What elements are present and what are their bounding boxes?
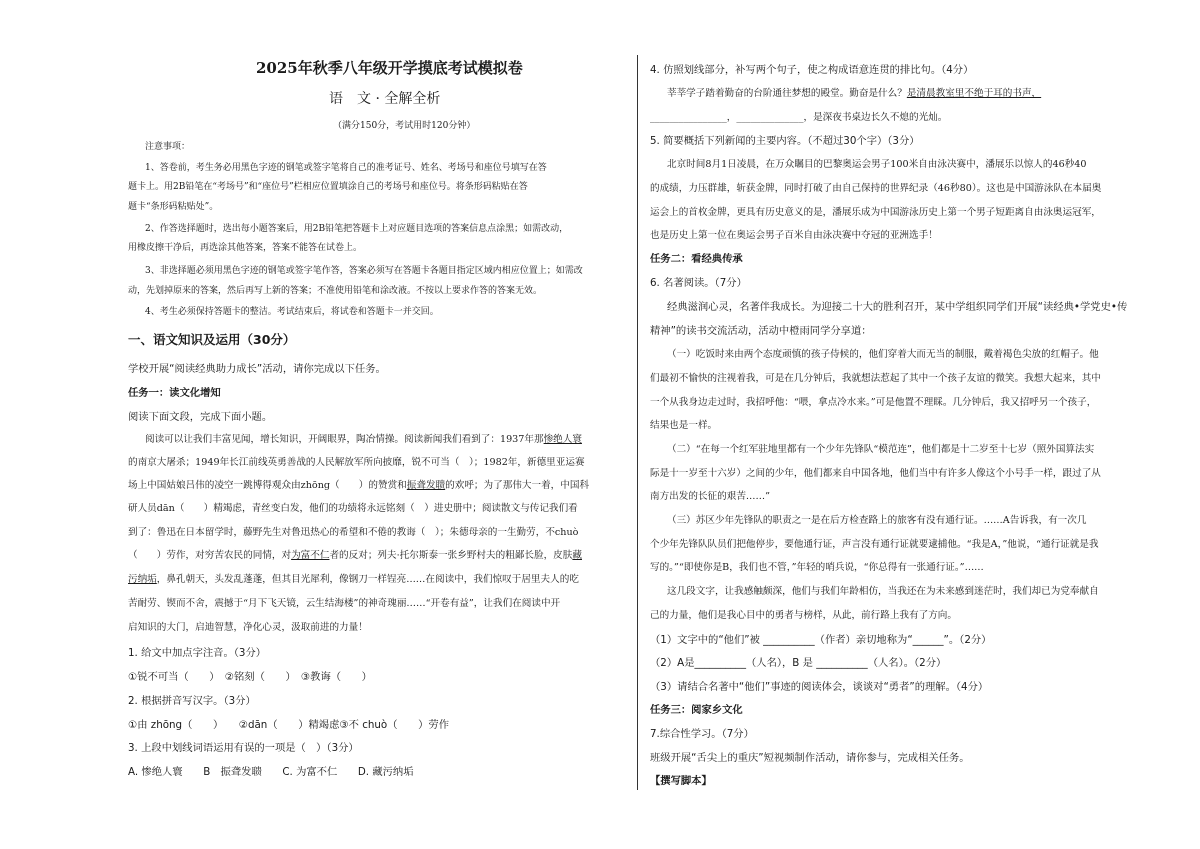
note-line: 3、非选择题必须用黑色字迹的钢笔或签字笔作答，答案必须写在答题卡各题目指定区域内相应位置上；如需改 [145,266,583,276]
excerpt-line: 个少年先锋队队员们把他停步，要他通行证，声言没有通行证就要逮捕他。“我是A，”他说，“通行证就是我 [650,539,1099,550]
question-4-line: ________________，______________，是深夜书桌边长久不熄的光灿。 [650,112,948,123]
question-4-line: 莘莘学子踏着勤奋的台阶通往梦想的殿堂。勤奋是什么？是清晨教室里不绝于耳的书声， [667,88,1042,99]
question-6-part-1: （1）文字中的“他们”被 __________（作者）亲切地称为“______”。（2分） [650,634,992,646]
excerpt-line: （二）“在每一个红军驻地里都有一个少年先锋队“模范连”，他们都是十二岁至十七岁（照外国算法实 [667,444,1095,455]
excerpt-line: 一个从我身边走过时，我招呼他：“喂，拿点冷水来。”可是他置不理睬。几分钟后，我又招呼另一个孩子， [650,397,1097,408]
excerpt-line: 南方出发的长征的艰苦……” [650,491,771,502]
note-line: 用橡皮擦干净后，再选涂其他答案，答案不能答在试卷上。 [128,243,363,253]
note-line: 2、作答选择题时，选出每小题答案后，用2B铅笔把答题卡上对应题目选项的答案信息点涂黑；如需改动， [145,224,569,234]
question-3-options: A. 惨绝人寰 B 振聋发聩 C. 为富不仁 D. 藏污纳垢 [128,766,414,778]
passage-line: （ ）劳作，对穷苦农民的同情，对为富不仁者的反对；列夫·托尔斯泰一张乡野村夫的粗鄙长脸，皮肤藏 [128,550,582,561]
column-divider [637,55,638,790]
news-line: 运会上的首枚金牌，更具有历史意义的是，潘展乐成为中国游泳历史上第一个男子短距离自由泳奥运冠军， [650,207,1101,218]
question-6-intro: 经典滋润心灵，名著伴我成长。为迎接二十大的胜利召开，某中学组织同学们开展“读经典•学党史•传 [667,301,1128,313]
question-1-options: ①锐不可当（ ） ②铭刻（ ） ③教诲（ ） [128,671,372,683]
passage-line: 到了：鲁迅在日本留学时，藤野先生对鲁迅热心的希望和不倦的教诲（ ）；朱德母亲的一生勤劳，不chuò [128,527,579,538]
question-3: 3. 上段中划线词语运用有误的一项是（ ）（3分） [128,742,359,754]
excerpt-line: 这几段文字，让我感触颇深，他们与我们年龄相仿，当我还在为未来感到迷茫时，我们却已为党奉献自 [667,586,1099,597]
note-line: 动，先划掉原来的答案，然后再写上新的答案；不准使用铅笔和涂改液。不按以上要求作答的答案无效。 [128,286,543,296]
question-7: 7.综合性学习。（7分） [650,728,754,740]
passage-line: 污纳垢，鼻孔朝天，头发乱蓬蓬，但其目光犀利，像钢刀一样锃亮……在阅读中，我们惊叹于居里夫人的吃 [128,574,579,585]
excerpt-line: 际是十一岁至十六岁）之间的少年，他们都来自中国各地，他们当中有许多人像这个小号手一样，跟过了从 [650,468,1101,479]
question-6-part-3: （3）请结合名著中“他们”事迹的阅读体会，谈谈对“勇者”的理解。（4分） [650,681,989,693]
passage-line: 苦耐劳、锲而不舍，震撼于“月下飞天镜，云生结海楼”的神奇瑰丽……“开卷有益”，让我们在阅读中开 [128,598,561,609]
news-line: 北京时间8月1日凌晨，在万众瞩目的巴黎奥运会男子100米自由泳决赛中，潘展乐以惊人的46秒40 [667,159,1087,170]
question-1: 1. 给文中加点字注音。（3分） [128,647,267,659]
excerpt-line: （三）苏区少年先锋队的职责之一是在后方检查路上的旅客有没有通行证。……A告诉我，有一次几 [667,515,1087,526]
exam-meta: （满分150分，考试用时120分钟） [333,121,476,131]
news-line: 的成绩，力压群雄，斩获金牌，同时打破了由自己保持的世界纪录（46秒80）。这也是中国游泳队在本届奥 [650,183,1102,194]
question-4: 4. 仿照划线部分，补写两个句子，使之构成语意连贯的排比句。（4分） [650,64,974,76]
note-line: 题卡上。用2B铅笔在“考场号”和“座位号”栏相应位置填涂自己的考场号和座位号。将条形码粘贴在答 [128,182,528,192]
passage-line: 场上中国姑娘吕伟的凌空一跳博得观众由zhōng（ ）的赞赏和振聋发聩的欢呼；为了那伟大一着，中国科 [128,480,590,491]
section1-intro: 学校开展“阅读经典助力成长”活动，请你完成以下任务。 [128,363,386,375]
question-6-part-2: （2）A是__________（人名），B 是 __________（人名）。（2分） [650,657,947,669]
task3-heading: 任务三：阅家乡文化 [650,704,743,716]
passage-line: 研人员dān（ ）精竭虑，青丝变白发，他们的功绩将永远铭刻（ ）进史册中；阅读散文与传记我们看 [128,503,578,514]
question-2-options: ①由 zhōng（ ） ②dān（ ）精竭虑③不 chuò（ ）劳作 [128,719,450,731]
task2-heading: 任务二：看经典传承 [650,253,743,265]
question-6: 6. 名著阅读。（7分） [650,277,747,289]
passage-line: 启知识的大门，启迪智慧，净化心灵，汲取前进的力量！ [128,622,368,633]
excerpt-line: （一）吃饭时来由两个态度顽慎的孩子侍候的，他们穿着大而无当的制服，戴着褐色尖放的红帽子。他 [667,349,1099,360]
note-line: 1、答卷前，考生务必用黑色字迹的钢笔或签字笔将自己的准考证号、姓名、考场号和座位号填写在答 [145,163,547,173]
note-line: 4、考生必须保持答题卡的整洁。考试结束后，将试卷和答题卡一并交回。 [145,307,439,317]
excerpt-line: 写的。”“即使你是B，我们也不管，”年轻的哨兵说，“你总得有一张通行证。”…… [650,562,984,573]
task1-heading: 任务一：读文化增知 [128,387,221,399]
question-7-intro: 班级开展“舌尖上的重庆”短视频制作活动，请你参与，完成相关任务。 [650,752,970,764]
excerpt-line: 结果也是一样。 [650,420,718,431]
passage-line: 阅读可以让我们丰富见闻，增长知识，开阔眼界，陶冶情操。阅读新闻我们看到了：1937年那惨绝人寰 [145,434,582,445]
news-line: 也是历史上第一位在奥运会男子百米自由泳决赛中夺冠的亚洲选手！ [650,230,938,241]
question-5: 5. 简要概括下列新闻的主要内容。（不超过30个字）（3分） [650,135,920,147]
excerpt-line: 己的力量，他们是我心目中的勇者与榜样，从此，前行路上我有了方向。 [650,610,957,621]
excerpt-line: 们最初不愉快的注视着我，可是在几分钟后，我就想法惹起了其中一个孩子友谊的微笑。我想大起来，其中 [650,373,1101,384]
script-heading: 【撰写脚本】 [650,775,712,787]
note-line: 题卡“条形码粘贴处”。 [128,202,219,212]
passage-line: 的南京大屠杀；1949年长江前线英勇善战的人民解放军所向披靡，锐不可当（ ）；1982年，新德里亚运赛 [128,457,585,468]
read-prompt: 阅读下面文段，完成下面小题。 [128,411,273,423]
exam-subtitle: 语 文 · 全解全析 [329,91,441,107]
question-2: 2. 根据拼音写汉字。（3分） [128,695,256,707]
question-6-intro: 精神”的读书交流活动，活动中橙雨同学分享道： [650,325,872,337]
exam-title: 2025年秋季八年级开学摸底考试模拟卷 [256,59,523,77]
section1-heading: 一、语文知识及运用（30分） [128,332,296,347]
notes-heading: 注意事项： [145,142,191,152]
